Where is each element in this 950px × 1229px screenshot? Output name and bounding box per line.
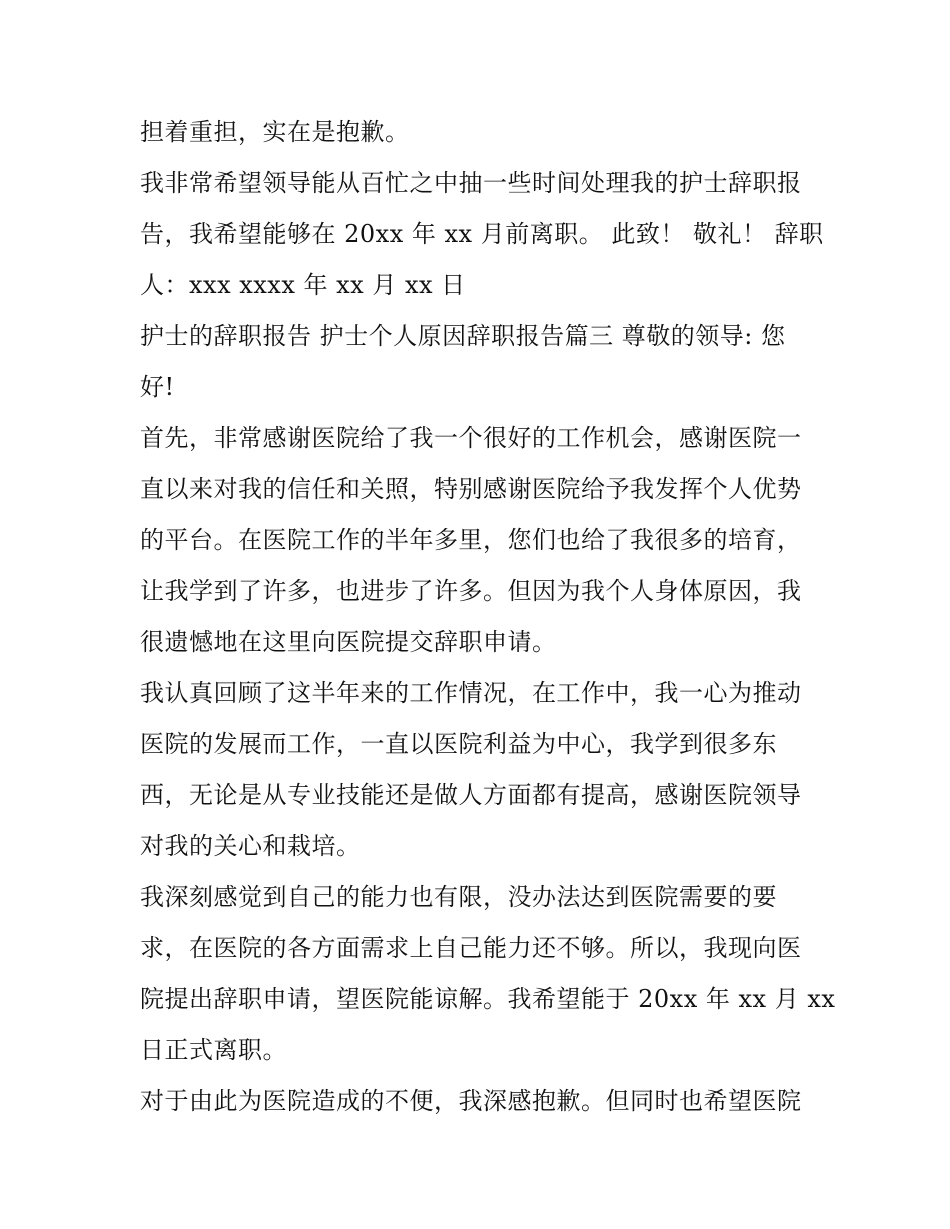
text-line: 的平台。在医院工作的半年多里，您们也给了我很多的培育， [140,526,802,554]
text-line: 很遗憾地在这里向医院提交辞职申请。 [140,628,557,656]
text-line: 我认真回顾了这半年来的工作情况，在工作中，我一心为推动 [140,679,802,707]
text-line: 告，我希望能够在 20xx 年 xx 月前离职。 此致！ 敬礼！ 辞职 [140,220,824,248]
text-line: 直以来对我的信任和关照，特别感谢医院给予我发挥个人优势 [140,475,802,503]
text-line: 护士的辞职报告 护士个人原因辞职报告篇三 尊敬的领导: 您 [140,322,786,350]
text-line: 好! [140,373,175,401]
text-line: 医院的发展而工作，一直以医院利益为中心，我学到很多东 [140,730,777,758]
text-line: 担着重担，实在是抱歉。 [140,118,410,146]
text-line: 对我的关心和栽培。 [140,832,361,860]
text-line: 首先，非常感谢医院给了我一个很好的工作机会，感谢医院一 [140,424,802,452]
text-line: 求，在医院的各方面需求上自己能力还不够。所以，我现向医 [140,934,802,962]
text-line: 对于由此为医院造成的不便，我深感抱歉。但同时也希望医院 [140,1087,802,1115]
document-body [140,107,836,1127]
text-line: 院提出辞职申请，望医院能谅解。我希望能于 20xx 年 xx 月 xx [140,985,836,1013]
text-line: 让我学到了许多，也进步了许多。但因为我个人身体原因，我 [140,577,802,605]
text-line: 我非常希望领导能从百忙之中抽一些时间处理我的护士辞职报 [140,169,802,197]
text-line: 日正式离职。 [140,1036,287,1064]
text-line: 我深刻感觉到自己的能力也有限，没办法达到医院需要的要 [140,883,777,911]
text-line: 西，无论是从专业技能还是做人方面都有提高，感谢医院领导 [140,781,802,809]
text-line: 人：xxx xxxx 年 xx 月 xx 日 [140,271,466,299]
